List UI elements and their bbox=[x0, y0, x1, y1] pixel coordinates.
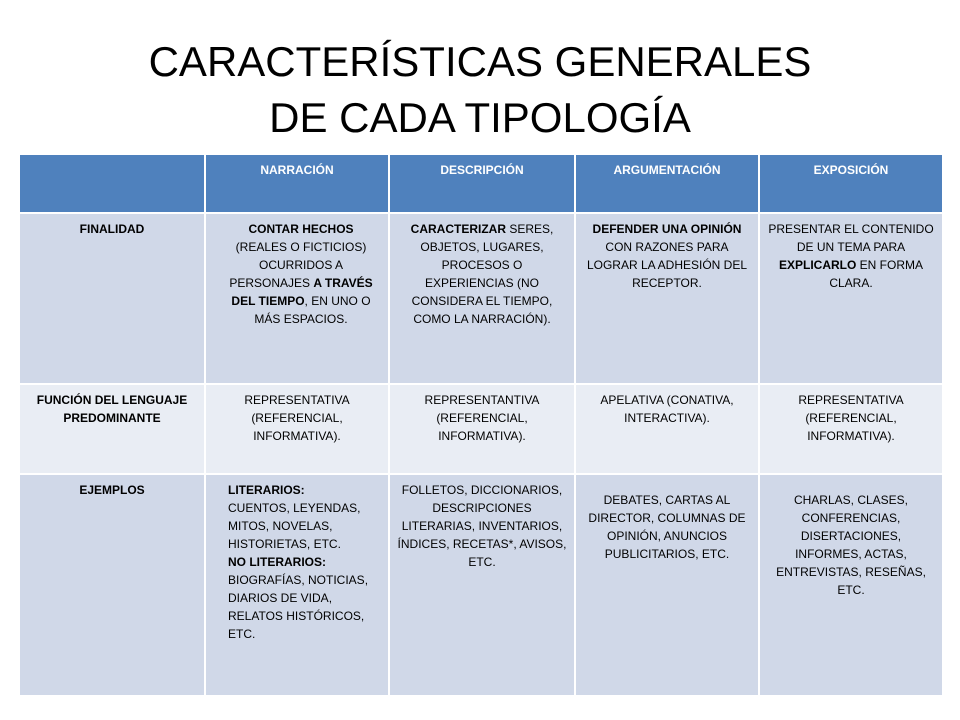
text: PRESENTAR EL CONTENIDO DE UN TEMA PARA bbox=[768, 222, 934, 254]
header-narracion: NARRACIÓN bbox=[205, 154, 389, 213]
text-literarios: CUENTOS, LEYENDAS, MITOS, NOVELAS, HISTORIETAS, ETC. bbox=[228, 501, 361, 551]
header-corner bbox=[19, 154, 205, 213]
text: SERES, OBJETOS, LUGARES, PROCESOS O EXPERIENCIAS (NO CONSIDERA EL TIEMPO, COMO LA NARRACIÓN). bbox=[411, 222, 554, 326]
text: CON RAZONES PARA LOGRAR LA ADHESIÓN DEL RECEPTOR. bbox=[586, 240, 748, 290]
cell-finalidad-descripcion bbox=[389, 213, 575, 384]
row-label-ejemplos: EJEMPLOS bbox=[19, 474, 205, 696]
cell-funcion-descripcion: REPRESENTANTIVA (REFERENCIAL, INFORMATIVA). bbox=[389, 384, 575, 474]
cell-funcion-narracion: REPRESENTATIVA (REFERENCIAL, INFORMATIVA). bbox=[205, 384, 389, 474]
cell-ejemplos-argumentacion: DEBATES, CARTAS AL DIRECTOR, COLUMNAS DE OPINIÓN, ANUNCIOS PUBLICITARIOS, ETC. bbox=[575, 474, 759, 696]
text-no-literarios: BIOGRAFÍAS, NOTICIAS, DIARIOS DE VIDA, RELATOS HISTÓRICOS, ETC. bbox=[228, 573, 369, 641]
text-bold: DEFENDER UNA OPINIÓN bbox=[592, 222, 742, 236]
text: EN FORMA CLARA. bbox=[829, 258, 923, 290]
subheading-literarios: LITERARIOS: bbox=[228, 483, 305, 497]
header-argumentacion: ARGUMENTACIÓN bbox=[575, 154, 759, 213]
title-line-2: DE CADA TIPOLOGÍA bbox=[269, 94, 691, 141]
row-funcion bbox=[19, 384, 943, 474]
row-label-finalidad: FINALIDAD bbox=[19, 213, 205, 384]
header-exposicion: EXPOSICIÓN bbox=[759, 154, 943, 213]
text-bold: CARACTERIZAR bbox=[410, 222, 506, 236]
subheading-no-literarios: NO LITERARIOS: bbox=[228, 555, 326, 569]
cell-finalidad-narracion bbox=[205, 213, 389, 384]
row-label-funcion: FUNCIÓN DEL LENGUAJE PREDOMINANTE bbox=[19, 384, 205, 474]
title-line-1: CARACTERÍSTICAS GENERALES bbox=[148, 38, 812, 85]
cell-ejemplos-exposicion: CHARLAS, CLASES, CONFERENCIAS, DISERTACIONES, INFORMES, ACTAS, ENTREVISTAS, RESEÑAS, ETC. bbox=[759, 474, 943, 696]
header-row bbox=[19, 154, 943, 213]
row-finalidad bbox=[19, 213, 943, 384]
text: (REALES O FICTICIOS) OCURRIDOS A PERSONAJES bbox=[229, 240, 367, 290]
cell-ejemplos-narracion bbox=[205, 474, 389, 696]
row-ejemplos bbox=[19, 474, 943, 696]
slide-title bbox=[0, 34, 960, 146]
text-bold: CONTAR HECHOS bbox=[248, 222, 354, 236]
text: , EN UNO O MÁS ESPACIOS. bbox=[254, 294, 371, 326]
cell-funcion-exposicion: REPRESENTATIVA (REFERENCIAL, INFORMATIVA). bbox=[759, 384, 943, 474]
cell-finalidad-exposicion bbox=[759, 213, 943, 384]
text-bold: EXPLICARLO bbox=[778, 258, 857, 272]
cell-funcion-argumentacion: APELATIVA (CONATIVA, INTERACTIVA). bbox=[575, 384, 759, 474]
typology-table bbox=[18, 153, 944, 697]
header-descripcion: DESCRIPCIÓN bbox=[389, 154, 575, 213]
text-bold: A TRAVÉS DEL TIEMPO bbox=[231, 276, 373, 308]
cell-ejemplos-descripcion: FOLLETOS, DICCIONARIOS, DESCRIPCIONES LITERARIAS, INVENTARIOS, ÍNDICES, RECETAS*, AVISOS, ETC. bbox=[389, 474, 575, 696]
cell-finalidad-argumentacion bbox=[575, 213, 759, 384]
